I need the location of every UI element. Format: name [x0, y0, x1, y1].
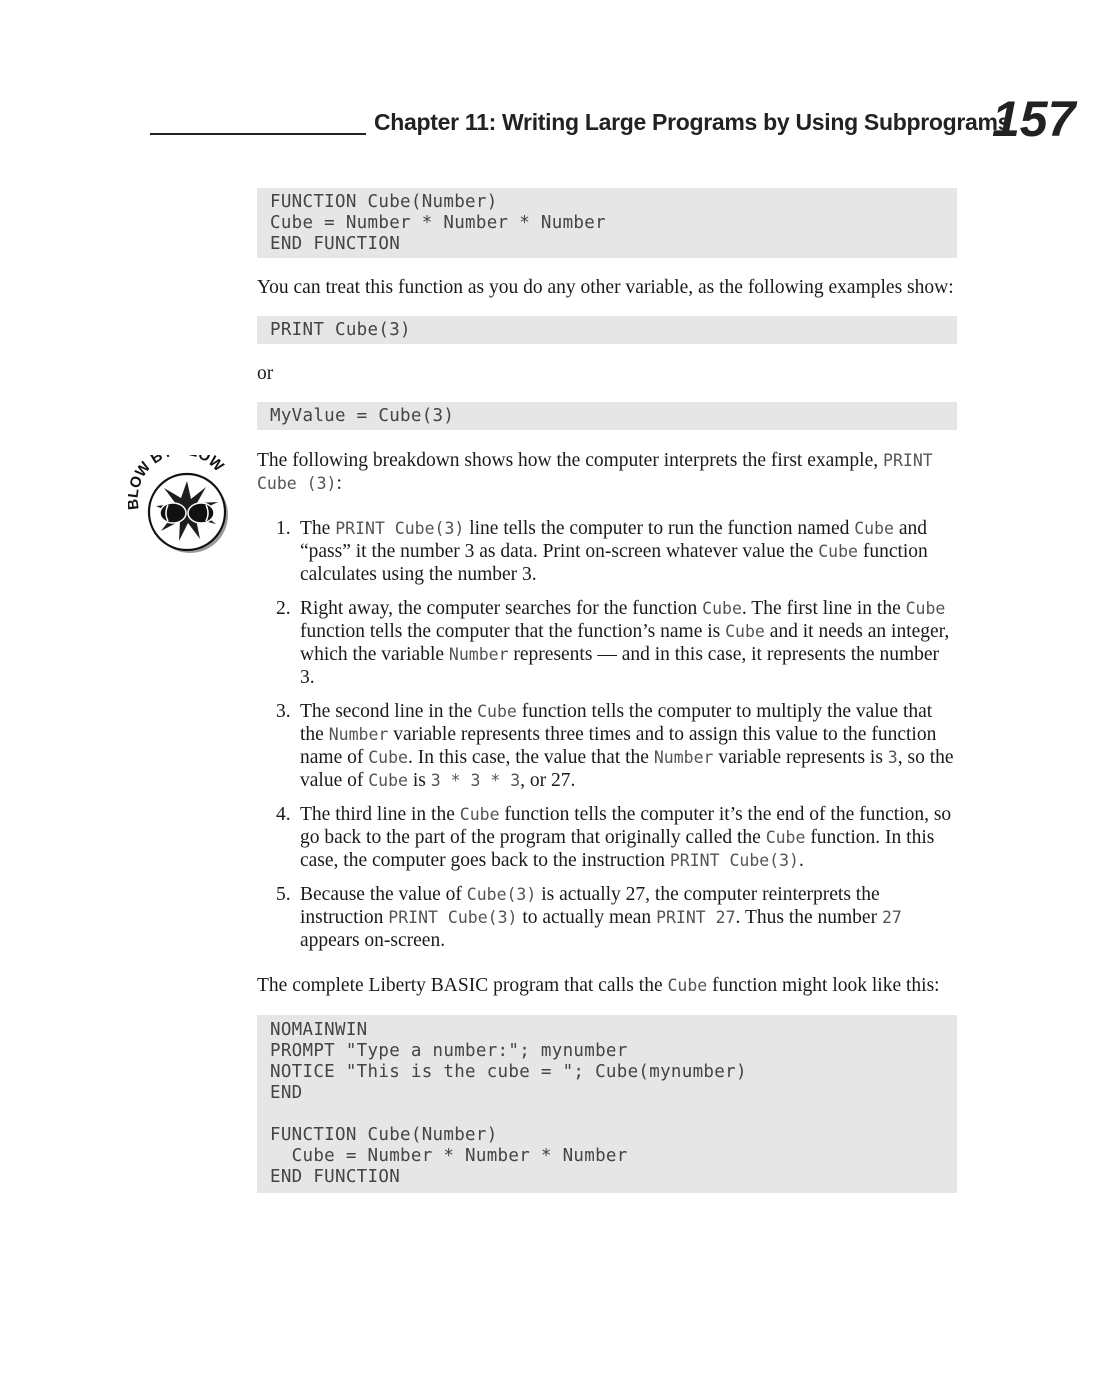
paragraph-or: or [257, 363, 274, 384]
list-item: 3. The second line in the Cube function tells the computer to multiply the value that the Number variable represents three times and to assign this value to the function name of Cube. In this case, the value that the Number variable represents is 3, so the value of Cube is 3 * 3 * 3, or 27. [276, 701, 954, 791]
code-block-myvalue: MyValue = Cube(3) [257, 402, 957, 430]
blow-by-blow-icon [128, 455, 232, 559]
paragraph-complete-program: The complete Liberty BASIC program that calls the Cube function might look like this: [257, 975, 940, 996]
icon-label: OW B OW [128, 455, 227, 491]
header-rule [150, 133, 366, 135]
code-block-print: PRINT Cube(3) [257, 316, 957, 344]
paragraph-breakdown: The following breakdown shows how the computer interprets the first example, PRINT Cube (3): [257, 450, 933, 494]
list-item: 5. Because the value of Cube(3) is actually 27, the computer reinterprets the instruction PRINT Cube(3) to actually mean PRINT 27. Thus the number 27 appears on-screen. [276, 884, 902, 951]
code-block-function: FUNCTION Cube(Number) Cube = Number * Number * Number END FUNCTION [257, 188, 957, 258]
code-block-complete-program: NOMAINWIN PROMPT "Type a number:"; mynumber NOTICE "This is the cube = "; Cube(mynumber) END FUNCTION Cube(Number) Cube = Number * Number * Number END FUNCTION [257, 1015, 957, 1193]
list-item: 1. The PRINT Cube(3) line tells the computer to run the function named Cube and “pass” it the number 3 as data. Print on-screen whatever value the Cube function calculates using the number 3. [276, 518, 928, 585]
page-content [257, 188, 957, 1193]
paragraph-treat-function: You can treat this function as you do any other variable, as the following examples show: [257, 277, 954, 298]
steps-list [257, 517, 957, 952]
list-item: 4. The third line in the Cube function tells the computer it’s the end of the function, so go back to the part of the program that originally called the Cube function. In this case, the computer goes back to the instruction PRINT Cube(3). [276, 804, 952, 871]
page-number: 157 [992, 91, 1076, 147]
list-item: 2. Right away, the computer searches for the function Cube. The first line in the Cube function tells the computer that the function’s name is Cube and it needs an integer, which the variable Number represents — and in this case, it represents the number 3. [276, 598, 950, 688]
chapter-title: Chapter 11: Writing Large Programs by Using Subprograms [374, 109, 1011, 135]
